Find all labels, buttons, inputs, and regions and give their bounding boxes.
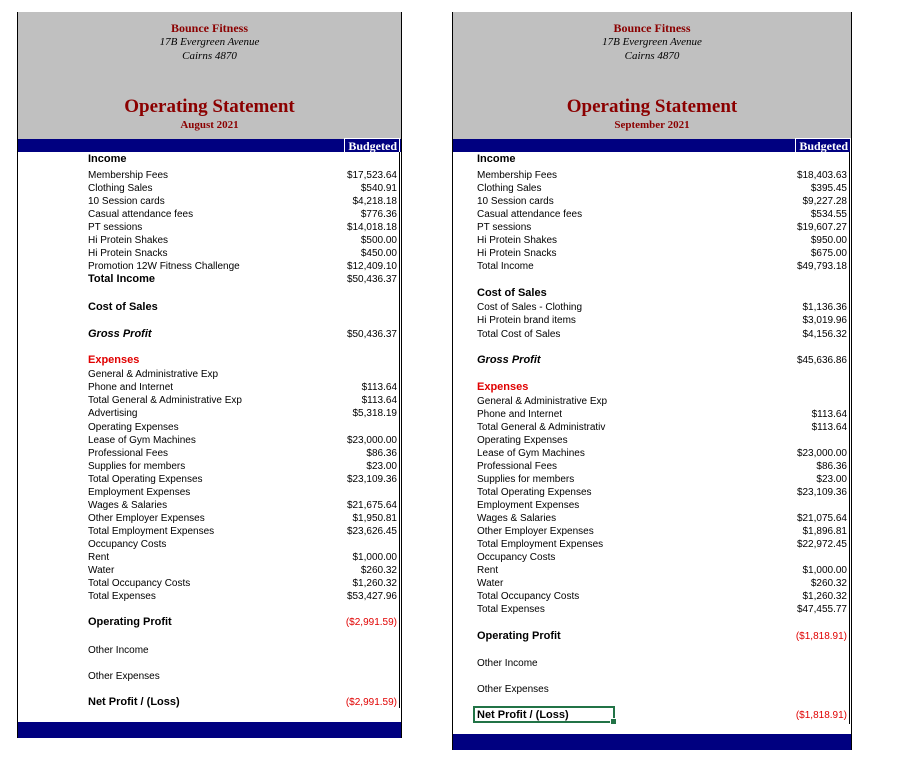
row-value[interactable]: $23.00	[366, 461, 397, 472]
row-value[interactable]: $113.64	[361, 395, 397, 406]
row-label[interactable]: Supplies for members	[88, 461, 186, 472]
row-value[interactable]: $1,260.32	[802, 591, 847, 602]
row-value[interactable]: $17,523.64	[346, 170, 397, 181]
row-value[interactable]: $47,455.77	[796, 604, 847, 615]
row-label[interactable]: Hi Protein brand items	[477, 315, 576, 326]
row-value[interactable]: ($1,818.91)	[795, 631, 847, 642]
row-value[interactable]: $86.36	[366, 448, 397, 459]
row-label[interactable]: Total General & Administrativ	[477, 422, 606, 433]
row-value[interactable]: $1,136.36	[802, 302, 847, 313]
row-label[interactable]: Gross Profit	[477, 354, 541, 366]
row-value[interactable]: $49,793.18	[796, 261, 847, 272]
row-label[interactable]: Operating Profit	[477, 630, 561, 642]
row-label[interactable]: Other Expenses	[88, 671, 160, 682]
row-value[interactable]: $950.00	[810, 235, 847, 246]
row-label[interactable]: Water	[477, 578, 504, 589]
row-value[interactable]: $1,000.00	[802, 565, 847, 576]
row-value[interactable]: $675.00	[810, 248, 847, 259]
sheet-left-edge	[452, 12, 453, 750]
row-value[interactable]: $45,636.86	[796, 355, 847, 366]
row-value[interactable]: $50,436.37	[346, 274, 397, 285]
row-label[interactable]: Operating Expenses	[477, 435, 568, 446]
row-value[interactable]: $450.00	[360, 248, 397, 259]
budgeted-column-header: Budgeted	[795, 138, 851, 153]
row-value[interactable]: ($2,991.59)	[345, 697, 397, 708]
row-label[interactable]: Supplies for members	[477, 474, 575, 485]
row-label[interactable]: Total Occupancy Costs	[88, 578, 191, 589]
row-value[interactable]: $23,000.00	[796, 448, 847, 459]
row-label[interactable]: Other Income	[477, 658, 538, 669]
row-label[interactable]: Other Employer Expenses	[88, 513, 205, 524]
row-value[interactable]: $19,607.27	[796, 222, 847, 233]
row-label[interactable]: Cost of Sales	[477, 287, 547, 299]
period-label: September 2021	[614, 119, 690, 131]
row-label[interactable]: Total Occupancy Costs	[477, 591, 580, 602]
row-label[interactable]: Income	[88, 153, 127, 165]
row-value[interactable]: $14,018.18	[346, 222, 397, 233]
row-label[interactable]: Hi Protein Shakes	[477, 235, 558, 246]
row-label[interactable]: Casual attendance fees	[88, 209, 194, 220]
row-value[interactable]: $23,109.36	[796, 487, 847, 498]
company-address-line2: Cairns 4870	[182, 50, 237, 62]
row-value[interactable]: $9,227.28	[802, 196, 847, 207]
row-label[interactable]: Employment Expenses	[88, 487, 191, 498]
row-label[interactable]: General & Administrative Exp	[88, 369, 219, 380]
row-label[interactable]: Total General & Administrative Exp	[88, 395, 242, 406]
row-label[interactable]: Phone and Internet	[88, 382, 174, 393]
row-label[interactable]: Total Expenses	[477, 604, 545, 615]
row-label[interactable]: Wages & Salaries	[88, 500, 168, 511]
row-value[interactable]: ($2,991.59)	[345, 617, 397, 628]
row-label[interactable]: Rent	[477, 565, 499, 576]
row-value[interactable]: $53,427.96	[346, 591, 397, 602]
selected-cell-net-profit[interactable]	[473, 706, 615, 723]
row-label[interactable]: 10 Session cards	[88, 196, 165, 207]
company-name: Bounce Fitness	[170, 21, 248, 35]
row-value[interactable]: $534.55	[810, 209, 847, 220]
row-label[interactable]: Hi Protein Snacks	[477, 248, 557, 259]
row-label[interactable]: Rent	[88, 552, 110, 563]
row-label[interactable]: Occupancy Costs	[477, 552, 556, 563]
row-label[interactable]: Promotion 12W Fitness Challenge	[88, 261, 240, 272]
row-value[interactable]: $18,403.63	[796, 170, 847, 181]
statement-title: Operating Statement	[566, 96, 738, 117]
row-value[interactable]: $500.00	[360, 235, 397, 246]
row-value[interactable]: $22,972.45	[796, 539, 847, 550]
row-value[interactable]: $4,218.18	[352, 196, 397, 207]
budgeted-column-header: Budgeted	[344, 138, 400, 153]
row-label[interactable]: Gross Profit	[88, 328, 152, 340]
row-label[interactable]: Hi Protein Shakes	[88, 235, 169, 246]
august-sheet	[17, 12, 402, 738]
row-label[interactable]: Cost of Sales - Clothing	[477, 302, 583, 313]
statement-title: Operating Statement	[124, 96, 295, 117]
row-label[interactable]: Clothing Sales	[477, 183, 542, 194]
row-value[interactable]: $1,000.00	[352, 552, 397, 563]
row-label[interactable]: Total Income	[88, 273, 156, 285]
row-value[interactable]: $1,896.81	[802, 526, 847, 537]
row-value[interactable]: $50,436.37	[346, 329, 397, 340]
row-value[interactable]: $23,000.00	[346, 435, 397, 446]
row-label[interactable]: Total Employment Expenses	[477, 539, 604, 550]
sheet-left-edge	[17, 12, 18, 738]
row-label[interactable]: Total Cost of Sales	[477, 329, 561, 340]
row-label[interactable]: Phone and Internet	[477, 409, 563, 420]
row-label[interactable]: Total Expenses	[88, 591, 156, 602]
row-label[interactable]: Total Operating Expenses	[477, 487, 592, 498]
row-label[interactable]: Casual attendance fees	[477, 209, 583, 220]
row-value[interactable]: $776.36	[360, 209, 397, 220]
september-header	[452, 12, 852, 139]
row-label[interactable]: Expenses	[88, 354, 140, 366]
row-value[interactable]: $260.32	[810, 578, 847, 589]
period-label: August 2021	[180, 119, 239, 131]
header-bar	[452, 139, 852, 152]
row-label[interactable]: Total Income	[477, 261, 534, 272]
company-name: Bounce Fitness	[613, 21, 691, 35]
row-value[interactable]: $23,109.36	[346, 474, 397, 485]
row-label[interactable]: Cost of Sales	[88, 301, 158, 313]
row-value[interactable]: $23,626.45	[346, 526, 397, 537]
company-address-line1: 17B Evergreen Avenue	[159, 36, 260, 48]
row-label[interactable]: Wages & Salaries	[477, 513, 557, 524]
row-label[interactable]: Operating Expenses	[88, 422, 179, 433]
company-address-line2: Cairns 4870	[624, 50, 680, 62]
sheet-right-edge	[851, 12, 852, 750]
row-value[interactable]: $113.64	[811, 409, 847, 420]
row-value[interactable]: $12,409.10	[346, 261, 397, 272]
row-value[interactable]: ($1,818.91)	[795, 710, 847, 721]
row-label[interactable]: Operating Profit	[88, 616, 172, 628]
row-label[interactable]: Lease of Gym Machines	[477, 448, 585, 459]
footer-bar	[17, 722, 402, 738]
row-label[interactable]: Membership Fees	[477, 170, 558, 181]
value-column-border	[399, 152, 400, 708]
row-value[interactable]: $21,675.64	[346, 500, 397, 511]
row-label[interactable]: Employment Expenses	[477, 500, 580, 511]
fill-handle[interactable]	[610, 718, 617, 725]
footer-bar	[452, 734, 852, 750]
row-label[interactable]: Professional Fees	[477, 461, 558, 472]
row-label[interactable]: Other Income	[88, 645, 149, 656]
row-value[interactable]: $5,318.19	[352, 408, 397, 419]
september-sheet	[452, 12, 852, 750]
row-value[interactable]: $113.64	[361, 382, 397, 393]
row-value[interactable]: $86.36	[816, 461, 847, 472]
row-label[interactable]: Occupancy Costs	[88, 539, 167, 550]
row-label[interactable]: Professional Fees	[88, 448, 169, 459]
row-label[interactable]: Other Expenses	[477, 684, 549, 695]
company-address-line1: 17B Evergreen Avenue	[602, 36, 702, 48]
row-label[interactable]: Income	[477, 153, 516, 165]
row-label[interactable]: Net Profit / (Loss)	[477, 709, 569, 721]
row-label[interactable]: Total Operating Expenses	[88, 474, 203, 485]
row-label[interactable]: Expenses	[477, 381, 529, 393]
row-value[interactable]: $395.45	[810, 183, 847, 194]
row-label[interactable]: Other Employer Expenses	[477, 526, 594, 537]
sheet-right-edge	[401, 12, 402, 738]
row-label[interactable]: PT sessions	[477, 222, 532, 233]
row-label[interactable]: Water	[88, 565, 115, 576]
row-label[interactable]: 10 Session cards	[477, 196, 554, 207]
row-label[interactable]: Hi Protein Snacks	[88, 248, 168, 259]
august-header	[17, 12, 402, 139]
row-label[interactable]: Clothing Sales	[88, 183, 153, 194]
row-value[interactable]: $113.64	[811, 422, 847, 433]
row-value[interactable]: $3,019.96	[802, 315, 847, 326]
row-label[interactable]: Lease of Gym Machines	[88, 435, 196, 446]
row-value[interactable]: $23.00	[816, 474, 847, 485]
value-column-border	[849, 152, 850, 724]
row-value[interactable]: $1,950.81	[352, 513, 397, 524]
row-value[interactable]: $260.32	[360, 565, 397, 576]
row-label[interactable]: Membership Fees	[88, 170, 169, 181]
row-label[interactable]: Net Profit / (Loss)	[88, 696, 180, 708]
row-value[interactable]: $1,260.32	[352, 578, 397, 589]
row-value[interactable]: $4,156.32	[802, 329, 847, 340]
row-label[interactable]: PT sessions	[88, 222, 143, 233]
row-value[interactable]: $21,075.64	[796, 513, 847, 524]
row-value[interactable]: $540.91	[360, 183, 397, 194]
row-label[interactable]: General & Administrative Exp	[477, 396, 608, 407]
row-label[interactable]: Advertising	[88, 408, 138, 419]
row-label[interactable]: Total Employment Expenses	[88, 526, 215, 537]
